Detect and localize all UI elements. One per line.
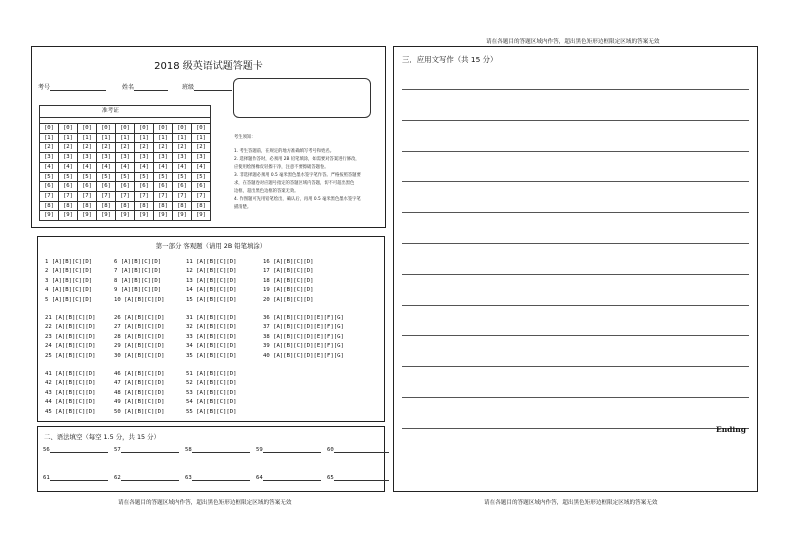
question-bubbles[interactable]: 53 [A][B][C][D] bbox=[186, 389, 237, 396]
writing-line[interactable] bbox=[402, 335, 749, 336]
question-bubbles[interactable]: 14 [A][B][C][D] bbox=[186, 287, 237, 294]
digit-bubble[interactable]: [9] bbox=[59, 211, 78, 221]
digit-bubble[interactable]: [4] bbox=[97, 162, 116, 172]
digit-bubble[interactable]: [3] bbox=[116, 153, 135, 163]
digit-bubble[interactable]: [2] bbox=[59, 143, 78, 153]
page-note-top: 请在各题目的答题区域内作答，超出黑色矩形边框限定区域的答案无效 bbox=[486, 39, 660, 45]
question-bubbles[interactable]: 16 [A][B][C][D] bbox=[263, 259, 314, 265]
fill-blank[interactable]: 56 bbox=[43, 445, 108, 453]
question-bubbles[interactable]: 49 [A][B][C][D] bbox=[114, 399, 165, 406]
digit-bubble[interactable]: [0] bbox=[154, 124, 173, 134]
question-bubbles[interactable]: 42 [A][B][C][D] bbox=[45, 380, 96, 387]
question-bubbles[interactable]: 40 [A][B][C][D][E][F][G] bbox=[263, 352, 344, 359]
fill-blank[interactable]: 61 bbox=[43, 473, 108, 481]
question-bubbles[interactable]: 30 [A][B][C][D] bbox=[114, 352, 165, 359]
digit-bubble[interactable]: [2] bbox=[78, 143, 97, 153]
writing-line[interactable] bbox=[402, 428, 749, 429]
digit-bubble[interactable]: [0] bbox=[135, 124, 154, 134]
digit-bubble[interactable]: [4] bbox=[192, 162, 211, 172]
digit-bubble[interactable]: [8] bbox=[59, 201, 78, 211]
digit-bubble[interactable]: [7] bbox=[97, 191, 116, 201]
digit-bubble[interactable]: [9] bbox=[135, 211, 154, 221]
question-bubbles[interactable]: 43 [A][B][C][D] bbox=[45, 389, 96, 396]
digit-bubble[interactable]: [4] bbox=[154, 162, 173, 172]
digit-bubble[interactable]: [2] bbox=[40, 143, 59, 153]
digit-bubble[interactable]: [6] bbox=[59, 182, 78, 192]
question-bubbles[interactable]: 10 [A][B][C][D] bbox=[114, 296, 165, 303]
digit-bubble[interactable]: [5] bbox=[135, 172, 154, 182]
instruction-line: 2. 选择题作答时，必须用 2B 铅笔填涂，如需要对答案进行修改， bbox=[234, 157, 360, 162]
digit-bubble[interactable]: [9] bbox=[192, 211, 211, 221]
digit-bubble[interactable]: [5] bbox=[40, 172, 59, 182]
digit-bubble[interactable]: [5] bbox=[116, 172, 135, 182]
page-note-bottom-right: 请在各题目的答题区域内作答，超出黑色矩形边框限定区域的答案无效 bbox=[484, 500, 658, 506]
question-bubbles[interactable]: 3 [A][B][C][D] bbox=[45, 277, 93, 284]
digit-bubble[interactable]: [1] bbox=[154, 133, 173, 143]
barcode-sticker-area bbox=[233, 78, 371, 118]
digit-bubble[interactable]: [0] bbox=[78, 124, 97, 134]
digit-bubble[interactable]: [7] bbox=[135, 191, 154, 201]
question-bubbles[interactable]: 17 [A][B][C][D] bbox=[263, 268, 314, 275]
digit-bubble[interactable]: [2] bbox=[116, 143, 135, 153]
digit-bubble[interactable]: [3] bbox=[173, 153, 192, 163]
digit-bubble[interactable]: [3] bbox=[40, 153, 59, 163]
fill-blank[interactable]: 59 bbox=[256, 445, 321, 453]
name-label: 姓名 bbox=[122, 84, 135, 91]
header-section bbox=[31, 46, 386, 228]
part3-section bbox=[393, 46, 758, 492]
fill-blank[interactable]: 65 bbox=[327, 473, 389, 481]
digit-bubble[interactable]: [5] bbox=[78, 172, 97, 182]
question-bubbles[interactable]: 32 [A][B][C][D] bbox=[186, 324, 237, 331]
class-label: 班级 bbox=[182, 84, 195, 91]
digit-bubble[interactable]: [8] bbox=[116, 201, 135, 211]
digit-bubble[interactable]: [0] bbox=[173, 124, 192, 134]
digit-bubble[interactable]: [6] bbox=[40, 182, 59, 192]
question-bubbles[interactable]: 41 [A][B][C][D] bbox=[45, 371, 96, 377]
question-bubbles[interactable]: 22 [A][B][C][D] bbox=[45, 324, 96, 331]
exam-no-label: 考号 bbox=[38, 84, 51, 91]
instruction-line: 1. 考生答题前，在规定的地方准确填写考号和姓名。 bbox=[234, 149, 334, 154]
digit-bubble[interactable]: [4] bbox=[40, 162, 59, 172]
instruction-line: 边框，超出黑色边框的答案无效。 bbox=[234, 189, 299, 194]
digit-bubble[interactable]: [0] bbox=[192, 124, 211, 134]
digit-bubble[interactable]: [7] bbox=[173, 191, 192, 201]
question-bubbles[interactable]: 13 [A][B][C][D] bbox=[186, 277, 237, 284]
digit-bubble[interactable]: [8] bbox=[173, 201, 192, 211]
writing-line[interactable] bbox=[402, 151, 749, 152]
fill-blank[interactable]: 57 bbox=[114, 445, 179, 453]
digit-bubble[interactable]: [4] bbox=[59, 162, 78, 172]
digit-bubble[interactable]: [5] bbox=[154, 172, 173, 182]
question-bubbles[interactable]: 2 [A][B][C][D] bbox=[45, 268, 93, 275]
question-bubbles[interactable]: 7 [A][B][C][D] bbox=[114, 268, 162, 275]
digit-bubble[interactable]: [0] bbox=[59, 124, 78, 134]
question-bubbles[interactable]: 27 [A][B][C][D] bbox=[114, 324, 165, 331]
digit-bubble[interactable]: [7] bbox=[116, 191, 135, 201]
admission-grid[interactable] bbox=[39, 105, 211, 221]
question-bubbles[interactable]: 45 [A][B][C][D] bbox=[45, 408, 96, 415]
question-bubbles[interactable]: 48 [A][B][C][D] bbox=[114, 389, 165, 396]
question-bubbles[interactable]: 44 [A][B][C][D] bbox=[45, 399, 96, 406]
digit-bubble[interactable]: [8] bbox=[40, 201, 59, 211]
question-bubbles[interactable]: 25 [A][B][C][D] bbox=[45, 352, 96, 359]
question-bubbles[interactable]: 37 [A][B][C][D][E][F][G] bbox=[263, 324, 344, 331]
writing-line[interactable] bbox=[402, 305, 749, 306]
question-bubbles[interactable]: 26 [A][B][C][D] bbox=[114, 315, 165, 321]
digit-bubble[interactable]: [1] bbox=[78, 133, 97, 143]
digit-bubble[interactable]: [5] bbox=[59, 172, 78, 182]
question-bubbles[interactable]: 18 [A][B][C][D] bbox=[263, 277, 314, 284]
digit-bubble[interactable]: [7] bbox=[40, 191, 59, 201]
instruction-line: 描清楚。 bbox=[234, 205, 252, 210]
question-bubbles[interactable]: 34 [A][B][C][D] bbox=[186, 343, 237, 350]
instruction-line: 求，在答题卷对应题号指定的答题区域内答题，切不可超出黑色 bbox=[234, 181, 355, 186]
question-bubbles[interactable]: 20 [A][B][C][D] bbox=[263, 296, 314, 303]
writing-line[interactable] bbox=[402, 89, 749, 90]
question-bubbles[interactable]: 36 [A][B][C][D][E][F][G] bbox=[263, 315, 344, 321]
digit-bubble[interactable]: [8] bbox=[192, 201, 211, 211]
fill-blank[interactable]: 62 bbox=[114, 473, 179, 481]
digit-bubble[interactable]: [6] bbox=[97, 182, 116, 192]
fill-blank[interactable]: 60 bbox=[327, 445, 389, 453]
question-bubbles[interactable]: 35 [A][B][C][D] bbox=[186, 352, 237, 359]
digit-bubble[interactable]: [2] bbox=[135, 143, 154, 153]
digit-bubble[interactable]: [6] bbox=[135, 182, 154, 192]
part1-section bbox=[37, 236, 385, 422]
ending-label: Ending bbox=[716, 425, 746, 434]
question-bubbles[interactable]: 12 [A][B][C][D] bbox=[186, 268, 237, 275]
digit-bubble[interactable]: [4] bbox=[135, 162, 154, 172]
question-bubbles[interactable]: 31 [A][B][C][D] bbox=[186, 315, 237, 321]
digit-bubble[interactable]: [8] bbox=[78, 201, 97, 211]
question-bubbles[interactable]: 4 [A][B][C][D] bbox=[45, 287, 93, 294]
digit-bubble[interactable]: [7] bbox=[192, 191, 211, 201]
digit-bubble[interactable]: [7] bbox=[59, 191, 78, 201]
fill-blank[interactable]: 64 bbox=[256, 473, 321, 481]
digit-bubble[interactable]: [6] bbox=[116, 182, 135, 192]
digit-bubble[interactable]: [9] bbox=[116, 211, 135, 221]
digit-bubble[interactable]: [1] bbox=[97, 133, 116, 143]
writing-line[interactable] bbox=[402, 181, 749, 182]
digit-bubble[interactable]: [1] bbox=[173, 133, 192, 143]
digit-bubble[interactable]: [6] bbox=[154, 182, 173, 192]
question-bubbles[interactable]: 46 [A][B][C][D] bbox=[114, 371, 165, 377]
digit-bubble[interactable]: [6] bbox=[173, 182, 192, 192]
writing-line[interactable] bbox=[402, 243, 749, 244]
digit-bubble[interactable]: [7] bbox=[78, 191, 97, 201]
name-field[interactable] bbox=[122, 82, 168, 91]
digit-bubble[interactable]: [0] bbox=[116, 124, 135, 134]
question-bubbles[interactable]: 9 [A][B][C][D] bbox=[114, 287, 162, 294]
digit-bubble[interactable]: [3] bbox=[154, 153, 173, 163]
writing-line[interactable] bbox=[402, 212, 749, 213]
part1-title: 第一部分 客观题（请用 2B 铅笔填涂） bbox=[155, 242, 267, 250]
instructions bbox=[234, 134, 384, 212]
digit-bubble[interactable]: [1] bbox=[59, 133, 78, 143]
question-bubbles[interactable]: 38 [A][B][C][D][E][F][G] bbox=[263, 333, 344, 340]
digit-bubble[interactable]: [5] bbox=[192, 172, 211, 182]
instruction-line: 4. 作图题可先用铅笔绘出，确认后，再用 0.5 毫米黑色墨水签字笔 bbox=[234, 197, 361, 202]
instruction-line: 3. 非选择题必须用 0.5 毫米黑色墨水签字笔作答。严格按照答题要 bbox=[234, 173, 361, 178]
digit-bubble[interactable]: [9] bbox=[154, 211, 173, 221]
question-bubbles[interactable]: 51 [A][B][C][D] bbox=[186, 371, 237, 377]
digit-bubble[interactable]: [4] bbox=[78, 162, 97, 172]
question-bubbles[interactable]: 8 [A][B][C][D] bbox=[114, 277, 162, 284]
digit-bubble[interactable]: [9] bbox=[97, 211, 116, 221]
part3-title: 三．应用文写作（共 15 分） bbox=[402, 55, 498, 64]
digit-bubble[interactable]: [5] bbox=[173, 172, 192, 182]
digit-bubble[interactable]: [2] bbox=[173, 143, 192, 153]
fill-blank[interactable]: 63 bbox=[185, 473, 250, 481]
admission-label: 准考证 bbox=[40, 106, 211, 118]
digit-bubble[interactable]: [9] bbox=[40, 211, 59, 221]
digit-bubble[interactable]: [3] bbox=[59, 153, 78, 163]
question-bubbles[interactable]: 5 [A][B][C][D] bbox=[45, 296, 93, 303]
digit-bubble[interactable]: [0] bbox=[40, 124, 59, 134]
digit-bubble[interactable]: [1] bbox=[116, 133, 135, 143]
instruction-line: 应使用绘图橡皮轻擦干净，注意不要擦破答题卷。 bbox=[234, 165, 329, 170]
question-bubbles[interactable]: 54 [A][B][C][D] bbox=[186, 399, 237, 406]
question-bubbles[interactable]: 47 [A][B][C][D] bbox=[114, 380, 165, 387]
digit-bubble[interactable]: [7] bbox=[154, 191, 173, 201]
question-bubbles[interactable]: 29 [A][B][C][D] bbox=[114, 343, 165, 350]
question-bubbles[interactable]: 1 [A][B][C][D] bbox=[45, 259, 93, 265]
question-bubbles[interactable]: 21 [A][B][C][D] bbox=[45, 315, 96, 321]
part2-title: 二、语法填空（每空 1.5 分，共 15 分） bbox=[44, 433, 160, 441]
question-bubbles[interactable]: 55 [A][B][C][D] bbox=[186, 408, 237, 415]
digit-bubble[interactable]: [6] bbox=[192, 182, 211, 192]
question-bubbles[interactable]: 28 [A][B][C][D] bbox=[114, 333, 165, 340]
exam-no-field[interactable] bbox=[38, 82, 106, 91]
digit-bubble[interactable]: [3] bbox=[97, 153, 116, 163]
digit-bubble[interactable]: [3] bbox=[192, 153, 211, 163]
digit-bubble[interactable]: [4] bbox=[116, 162, 135, 172]
digit-bubble[interactable]: [8] bbox=[135, 201, 154, 211]
question-bubbles[interactable]: 39 [A][B][C][D][E][F][G] bbox=[263, 343, 344, 350]
digit-bubble[interactable]: [8] bbox=[154, 201, 173, 211]
question-bubbles[interactable]: 15 [A][B][C][D] bbox=[186, 296, 237, 303]
digit-bubble[interactable]: [2] bbox=[154, 143, 173, 153]
digit-bubble[interactable]: [8] bbox=[97, 201, 116, 211]
question-bubbles[interactable]: 33 [A][B][C][D] bbox=[186, 333, 237, 340]
writing-line[interactable] bbox=[402, 120, 749, 121]
digit-bubble[interactable]: [4] bbox=[173, 162, 192, 172]
page-title: 2018 级英语试题答题卡 bbox=[154, 61, 263, 72]
part2-section bbox=[37, 426, 385, 492]
question-bubbles[interactable]: 50 [A][B][C][D] bbox=[114, 408, 165, 415]
digit-bubble[interactable]: [0] bbox=[97, 124, 116, 134]
question-bubbles[interactable]: 24 [A][B][C][D] bbox=[45, 343, 96, 350]
digit-bubble[interactable]: [5] bbox=[97, 172, 116, 182]
instruction-line: 考生须知： bbox=[234, 135, 256, 140]
question-bubbles[interactable]: 19 [A][B][C][D] bbox=[263, 287, 314, 294]
question-bubbles[interactable]: 23 [A][B][C][D] bbox=[45, 333, 96, 340]
fill-blank[interactable]: 58 bbox=[185, 445, 250, 453]
writing-line[interactable] bbox=[402, 366, 749, 367]
digit-bubble[interactable]: [2] bbox=[192, 143, 211, 153]
digit-bubble[interactable]: [1] bbox=[192, 133, 211, 143]
digit-bubble[interactable]: [1] bbox=[40, 133, 59, 143]
digit-bubble[interactable]: [3] bbox=[78, 153, 97, 163]
page-note-bottom-left: 请在各题目的答题区域内作答，超出黑色矩形边框限定区域的答案无效 bbox=[118, 500, 292, 506]
digit-bubble[interactable]: [2] bbox=[97, 143, 116, 153]
class-field[interactable] bbox=[182, 82, 232, 91]
digit-bubble[interactable]: [6] bbox=[78, 182, 97, 192]
digit-bubble[interactable]: [3] bbox=[135, 153, 154, 163]
digit-bubble[interactable]: [9] bbox=[173, 211, 192, 221]
question-bubbles[interactable]: 52 [A][B][C][D] bbox=[186, 380, 237, 387]
question-bubbles[interactable]: 6 [A][B][C][D] bbox=[114, 259, 162, 265]
digit-bubble[interactable]: [9] bbox=[78, 211, 97, 221]
writing-line[interactable] bbox=[402, 397, 749, 398]
writing-line[interactable] bbox=[402, 274, 749, 275]
question-bubbles[interactable]: 11 [A][B][C][D] bbox=[186, 259, 237, 265]
digit-bubble[interactable]: [1] bbox=[135, 133, 154, 143]
